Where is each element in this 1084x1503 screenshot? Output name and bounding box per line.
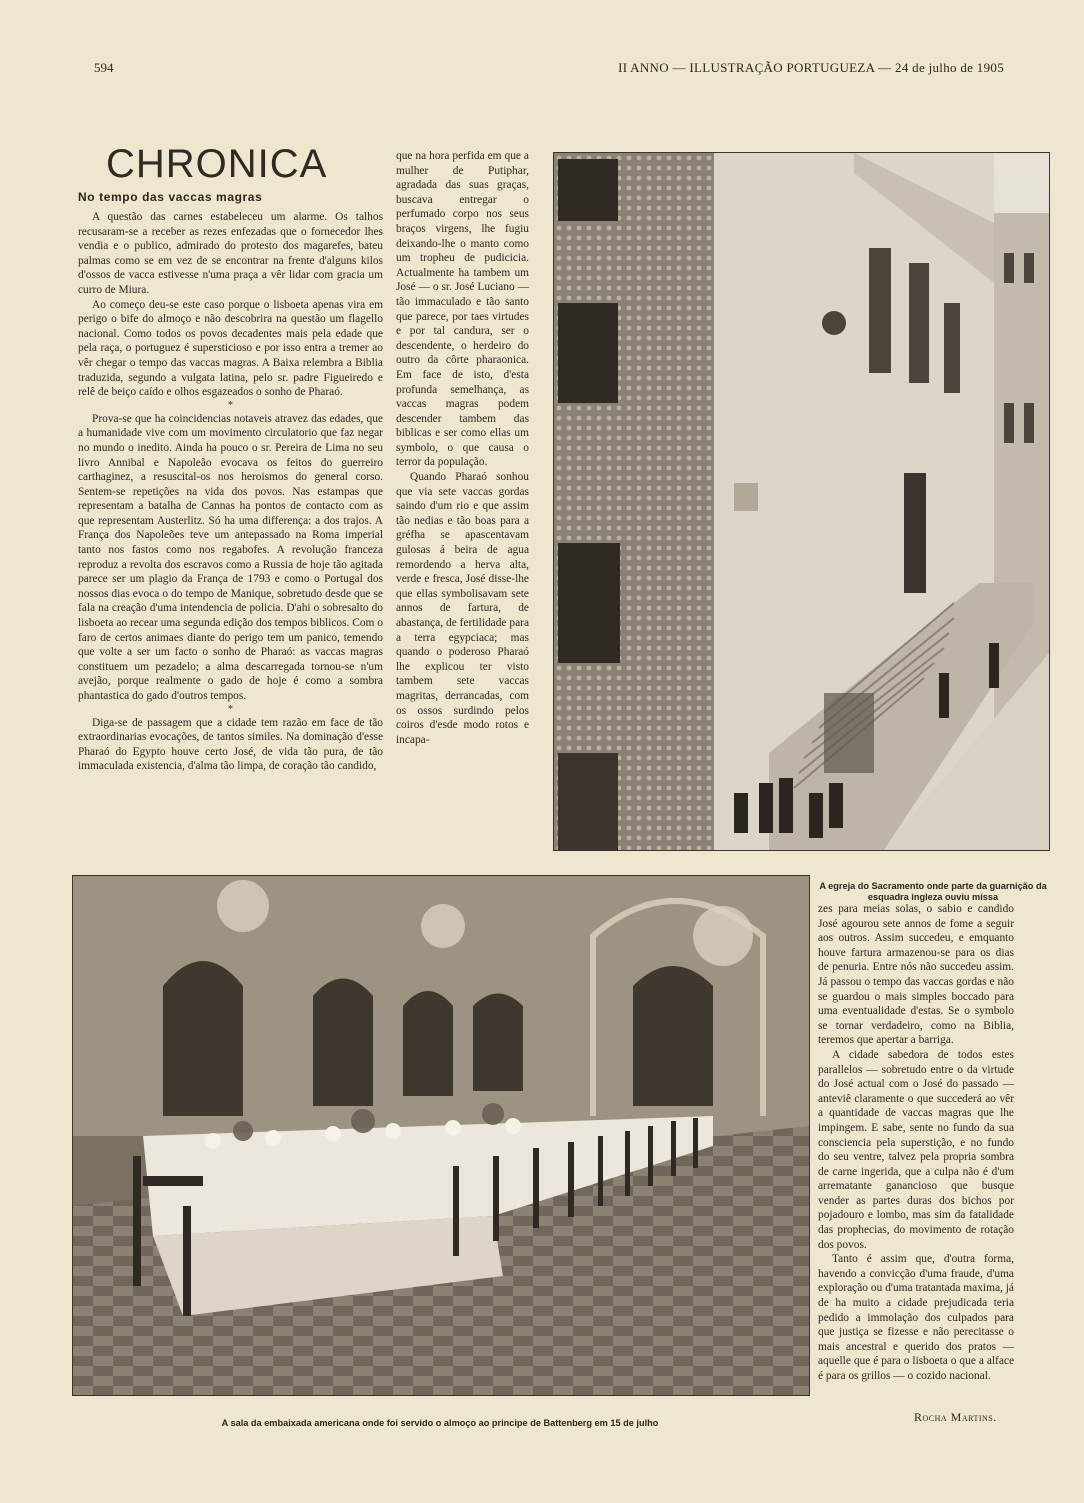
paragraph: Diga-se de passagem que a cidade tem razão em face de tão extraordinarias evocações, de tantos similes. Na dominação d'esse Pharaó do Egypto houve certo José, de vida tão pura, de tão immaculada existencia, d'alma tão limpa, de coração tão candido, bbox=[78, 716, 383, 773]
page-number: 594 bbox=[94, 60, 114, 75]
dining-hall-caption: A sala da embaixada americana onde foi servido o almoço ao principe de Battenberg em 15 de julho bbox=[221, 1418, 659, 1428]
running-title: II ANNO — ILLUSTRAÇÃO PORTUGUEZA — 24 de julho de 1905 bbox=[618, 60, 1004, 75]
article-subtitle: No tempo das vaccas magras bbox=[78, 190, 263, 204]
paragraph: A questão das carnes estabeleceu um alarme. Os talhos recusaram-se a receber as rezes enfezadas que o fornecedor lhes vendia e o publico, admirado do protesto dos magarefes, bateu palmas como se em vez de se encontrar na frente d'alguns kilos d'ossos de vacca estivesse n'uma praça a vêr lidar com gracia um curro de Miura. bbox=[78, 211, 383, 296]
section-ornament: * bbox=[228, 399, 233, 411]
article-column-2 bbox=[396, 149, 529, 747]
article-title: CHRONICA bbox=[106, 142, 328, 186]
paragraph: Quando Pharaó sonhou que via sete vaccas gordas saindo d'um rio e que assim tão nedias e tão boas para a gréfha se apascentavam gulosas á beira de agua remordendo a herva alta, verde e fresca, José disse-lhe que ellas symbolisavam sete annos de fartura, de abastança, de fertilidade para a terra egypciaca; mas quando o poderoso Pharaó lhe explicou ter visto tambem sete vaccas magritas, derrancadas, com os ossos surdindo pelos coiros d'esde modo rotos e incapa- bbox=[396, 471, 529, 746]
paragraph: Tanto é assim que, d'outra forma, havendo a convicção d'uma fraude, d'uma exploração ou d'uma tratantada maxima, já de ha muito a cidade prejudicada teria pedido a immolação dos culpados para que justiça se fizesse e não perecitasse o mais ancestral e querido dos pratos — aquelle que é para o lisboeta o que a alface é para os grillos — o cozido nacional. bbox=[818, 1253, 1014, 1382]
section-ornament: * bbox=[228, 703, 233, 715]
page-header bbox=[94, 60, 1004, 80]
article-column-3 bbox=[818, 902, 1014, 1384]
paragraph: zes para meias solas, o sabio e candido José agourou sete annos de fome a seguir aos outros. Assim succedeu, e emquanto houve fartura armazenou-se para os dias de penuria. Entre nós não succedeu assim. Já passou o tempo das vaccas gordas e não se guardou o mais simples boccado para uma eventualidade d'estas. Se o symbolo se tornar verdadeiro, como na Biblia, teremos que apertar a barriga. bbox=[818, 903, 1014, 1047]
paragraph: que na hora perfida em que a mulher de Putiphar, agradada das suas graças, buscava entregar o perfumado corpo nos seus braços virgens, lhe fugiu deixando-lhe o manto como um tropheu de pudicicia. Actualmente ha tambem um José — o sr. José Luciano — tão immaculado e tão santo que parece, por taes virtudes e por tal candura, ser o descendente, o herdeiro do outro da côrte pharaonica. Em face de isto, d'esta profunda semelhança, as vaccas magras podem descender tambem das biblicas e ser como ellas um symbolo, o que causa o terror da população. bbox=[396, 150, 529, 469]
dining-hall-photograph bbox=[72, 875, 810, 1396]
church-photograph bbox=[553, 152, 1050, 851]
church-caption: A egreja do Sacramento onde parte da guarnição da esquadra ingleza ouviu missa bbox=[819, 881, 1047, 902]
paragraph: Ao começo deu-se este caso porque o lisboeta apenas vira em perigo o bife do almoço e não descobrira na questão um flagello nacional. Como todos os povos decadentes mais pela edade que pela raça, o portuguez é supersticioso e por isso entra a tremer ao vêr chegar o tempo das vaccas magras. A Baixa relembra a Biblia traduzida, segundo a vulgata latina, pelo sr. padre Figueiredo e relê de beiço caído e olhos esgazeados o sonho de Pharaó. bbox=[78, 298, 383, 399]
article-column-1 bbox=[78, 210, 383, 774]
paragraph: A cidade sabedora de todos estes parallelos — sobretudo entre o da virtude do José actual com o José do passado — anteviê claramente o que succederá ao vêr a quantidade de vaccas magras que lhe impingem. E sabe, sente no fundo da sua consciencia pela superstição, e no fundo do seu ventre, talvez pela propria sombra de carne ingerida, que a culpa não é d'um arrematante ganancioso que busque vender as partes duras dos bichos por pojadouro e lombo, mas sim da fatalidade das prophecias, do movimento de rotação dos povos. bbox=[818, 1048, 1014, 1251]
author-signature: Rocha Martins. bbox=[914, 1410, 997, 1424]
paragraph: Prova-se que ha coincidencias notaveis atravez das edades, que a humanidade vive com um movimento circulatorio que faz negar no mundo o inedito. Ainda ha pouco o sr. Pereira de Lima no seu livro Annibal e Napoleão evocava os feitos do guerreiro carthaginez, a resuscital-os nos heroismos do general corso. Sentem-se repetições na vida dos povos. Nas estampas que representam a batalha de Cannas ha pontos de contacto com as que representam Austerlitz. Só ha uma differença: a dos trajos. A França dos Napoleões teve um antepassado na Roma imperial tanto nos fastos como nos regabofes. A revolução franceza reproduz a revolta dos escravos como a Russia de hoje tão agitada parece ser um plagio da França de 1793 e como o Portugal dos nossos dias evoca o do tempo de Manique, sobretudo desde que se fala na creação d'uma intendencia de policia. D'ahi o sobresalto do lisboeta ao recear uma segunda edição dos tempos biblicos. Com o faro de certos animaes diante do perigo tem um panico, temendo que volte a ser um facto o sonho de Pharaó: as vaccas magras constituem um pezadelo; a alma descarregada tornou-se n'um avejão, porque realmente o gado de hoje é como a sombra phantastica do gado d'outros tempos. bbox=[78, 412, 383, 702]
